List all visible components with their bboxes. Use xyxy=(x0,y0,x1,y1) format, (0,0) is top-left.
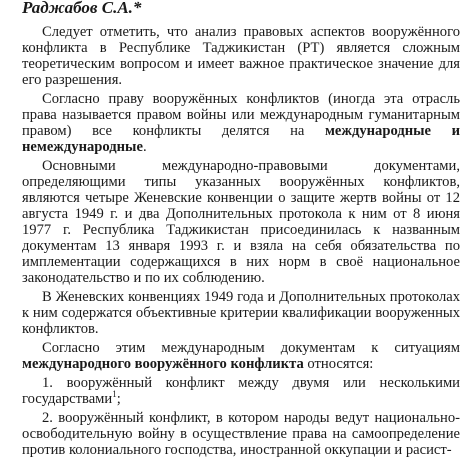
emphasis-text: международные и немеждународные xyxy=(22,123,460,156)
list-item-text: ; xyxy=(116,391,121,408)
paragraph-text: Согласно праву вооружённых конфликтов (иногда эта отрасль права называется правом войны или международным гуманитарным правом) все конфликты делятся на xyxy=(22,90,460,140)
emphasis-text: международного вооружённого конфликта xyxy=(22,356,304,373)
paragraph-text: относятся: xyxy=(303,356,374,373)
document-body xyxy=(22,24,460,458)
footnote-marker[interactable]: 1 xyxy=(112,389,117,400)
list-item-2: 2. вооружённый конфликт, в котором народы ведут национально-освободительную войну в осуществление права на самоопределение против колониального господства, иностранной оккупации и расист- xyxy=(22,409,460,458)
paragraph-conflict-types xyxy=(22,91,460,155)
list-item-1 xyxy=(22,375,460,407)
paragraph-intro: Следует отметить, что анализ правовых аспектов вооружённого конфликта в Республике Таджикистан (РТ) является сложным теоретическим вопросом и имеет важное практическое значение для его разрешения. xyxy=(22,24,460,89)
paragraph-international-conflict xyxy=(22,340,460,372)
list-item-text: 1. вооружённый конфликт между двумя или несколькими государствами xyxy=(22,374,460,408)
paragraph-text: Согласно этим международным документам к ситуациям xyxy=(42,340,460,357)
author-name: Раджабов С.А.* xyxy=(22,0,142,17)
paragraph-criteria: В Женевских конвенциях 1949 года и Дополнительных протоколах к ним содержатся объективные критерии квалификации вооруженных конфликтов. xyxy=(22,289,460,338)
paragraph-text: . xyxy=(142,139,147,156)
paragraph-geneva-conventions: Основными международно-правовыми документами, определяющими типы указанных вооружённых конфликтов, являются четыре Женевские конвенции о защите жертв войны от 12 августа 1949 г. и два Дополнительных протокола к ним от 8 июня 1977 г. Республика Таджикистан присоединилась к названным документам 13 января 1993 г. и взяла на себя обязательства по имплементации содержащихся в них норм в своё национальное законодательство и по их соблюдению. xyxy=(22,157,460,287)
